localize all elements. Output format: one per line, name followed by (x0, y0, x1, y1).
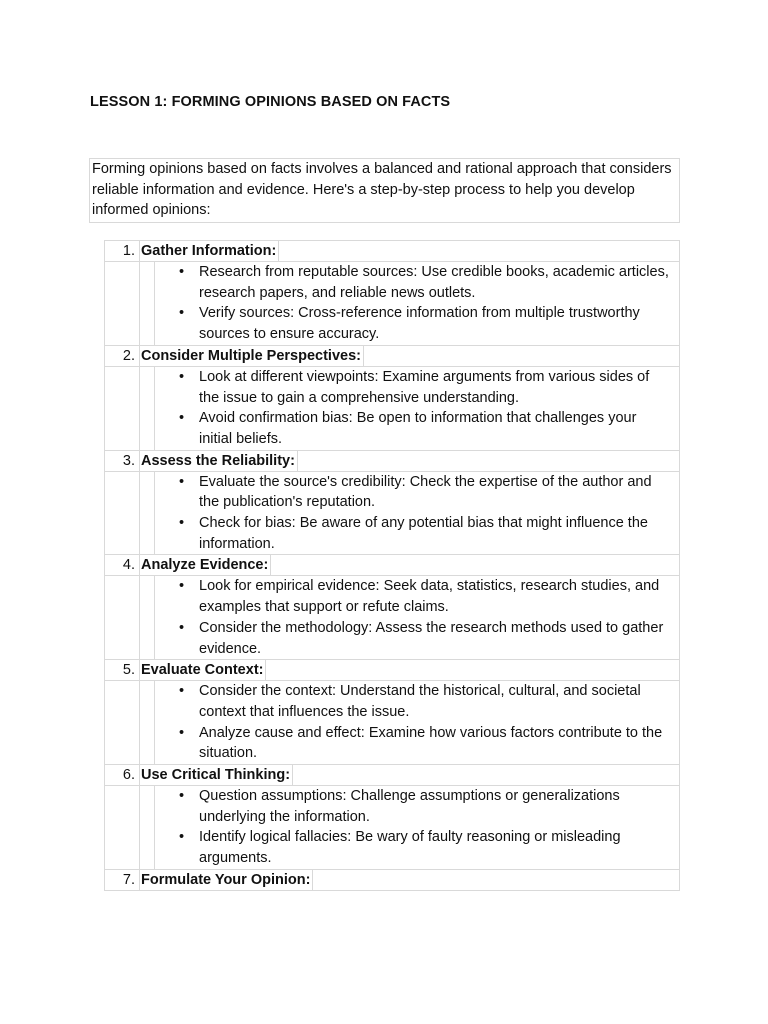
steps-table (104, 240, 680, 891)
list-item: • Avoid confirmation bias: Be open to information that challenges your initial beliefs. (179, 408, 679, 449)
step-row (105, 241, 680, 262)
step-bullets-row (105, 681, 680, 765)
list-item: • Check for bias: Be aware of any potential bias that might influence the information. (179, 513, 679, 554)
bullet-list (154, 472, 679, 555)
step-bullets-row (105, 576, 680, 660)
step-bullets-row (105, 471, 680, 555)
step-bullets-row (105, 366, 680, 450)
bullet-list (154, 576, 679, 659)
step-number: 3. (105, 450, 140, 471)
list-item: • Question assumptions: Challenge assumptions or generalizations underlying the information. (179, 786, 679, 827)
step-row (105, 869, 680, 890)
step-row (105, 555, 680, 576)
list-item: • Consider the methodology: Assess the research methods used to gather evidence. (179, 618, 679, 659)
bullet-list (154, 681, 679, 764)
step-row (105, 660, 680, 681)
page-title: LESSON 1: FORMING OPINIONS BASED ON FACTS (90, 94, 451, 110)
bullet-list (154, 262, 679, 345)
step-bullets-row (105, 786, 680, 870)
step-heading: Consider Multiple Perspectives: (141, 346, 364, 366)
step-number: 2. (105, 345, 140, 366)
list-item: • Identify logical fallacies: Be wary of faulty reasoning or misleading arguments. (179, 827, 679, 868)
list-item: • Look at different viewpoints: Examine arguments from various sides of the issue to gain a comprehensive understanding. (179, 367, 679, 408)
step-row (105, 765, 680, 786)
list-item: • Analyze cause and effect: Examine how various factors contribute to the situation. (179, 723, 679, 764)
step-row (105, 345, 680, 366)
intro-paragraph: Forming opinions based on facts involves a balanced and rational approach that considers reliable information and evidence. Here's a step-by-step process to help you develop informed opinions: (89, 158, 680, 223)
bullet-list (154, 367, 679, 450)
step-number: 5. (105, 660, 140, 681)
step-number: 1. (105, 241, 140, 262)
step-bullets-row (105, 262, 680, 346)
step-row (105, 450, 680, 471)
step-heading: Formulate Your Opinion: (141, 870, 313, 890)
step-heading: Analyze Evidence: (141, 555, 271, 575)
step-number: 6. (105, 765, 140, 786)
step-heading: Assess the Reliability: (141, 451, 298, 471)
step-heading: Gather Information: (141, 241, 279, 261)
bullet-list (154, 786, 679, 869)
list-item: • Consider the context: Understand the historical, cultural, and societal context that influences the issue. (179, 681, 679, 722)
list-item: • Look for empirical evidence: Seek data, statistics, research studies, and examples that support or refute claims. (179, 576, 679, 617)
step-number: 4. (105, 555, 140, 576)
step-heading: Use Critical Thinking: (141, 765, 293, 785)
list-item: • Research from reputable sources: Use credible books, academic articles, research papers, and reliable news outlets. (179, 262, 679, 303)
list-item: • Verify sources: Cross-reference information from multiple trustworthy sources to ensure accuracy. (179, 303, 679, 344)
step-heading: Evaluate Context: (141, 660, 266, 680)
step-number: 7. (105, 869, 140, 890)
list-item: • Evaluate the source's credibility: Check the expertise of the author and the publication's reputation. (179, 472, 679, 513)
